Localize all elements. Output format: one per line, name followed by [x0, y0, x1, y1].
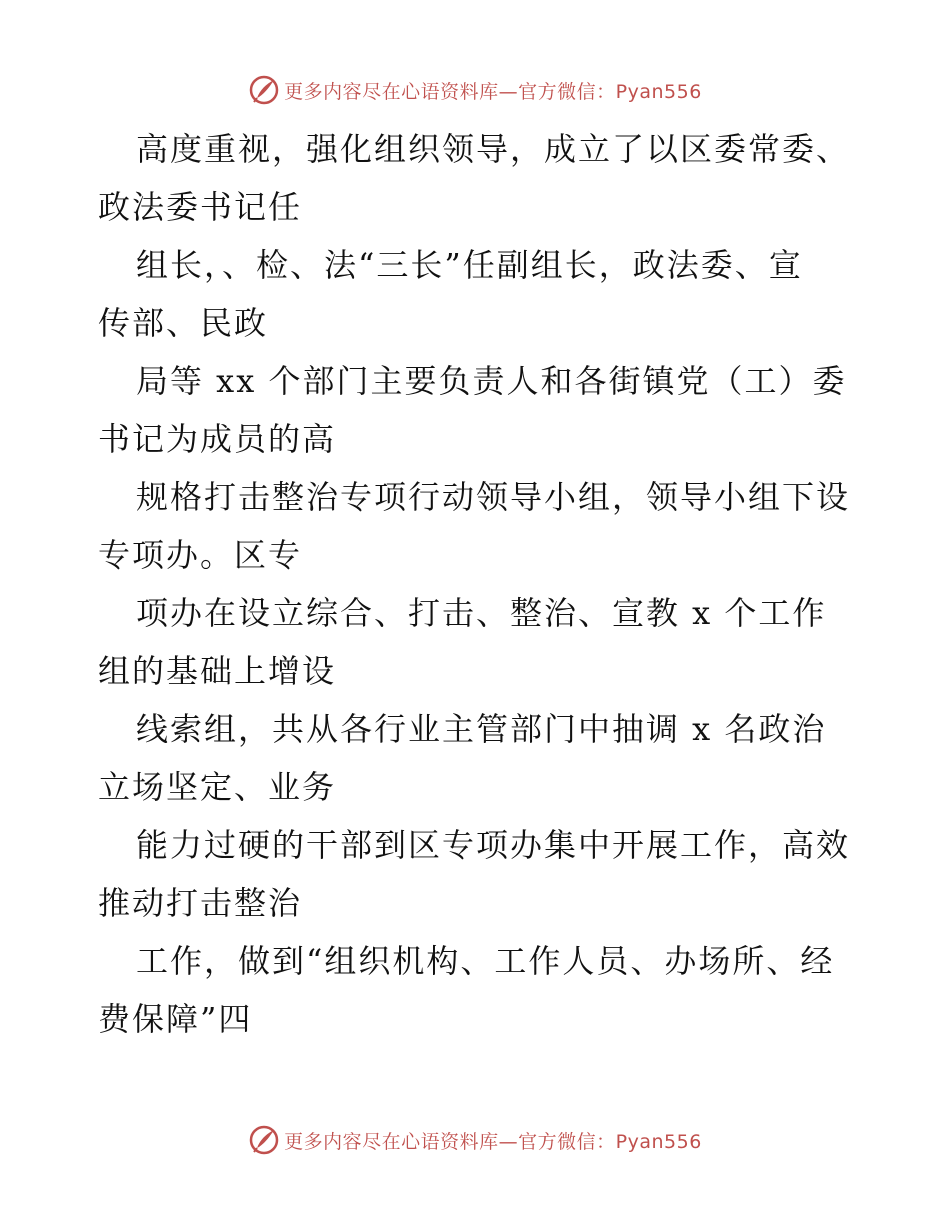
text-line: 能力过硬的干部到区专项办集中开展工作，高效	[136, 826, 851, 864]
text-line: 推动打击整治	[98, 884, 303, 922]
text-line: 传部、民政	[98, 304, 269, 342]
text-line: 组长，、检、法“三长”任副组长，政法委、宣	[136, 246, 803, 284]
document-body	[98, 120, 858, 1048]
text-line: 书记为成员的高	[98, 420, 337, 458]
feather-pen-logo-icon	[248, 1124, 280, 1156]
text-line: 线索组，共从各行业主管部门中抽调 x 名政治	[136, 710, 827, 748]
footer-banner	[0, 1120, 950, 1160]
text-line: 立场坚定、业务	[98, 768, 337, 806]
text-line: 组的基础上增设	[98, 652, 337, 690]
header-banner	[0, 70, 950, 110]
text-line: 费保障”四	[98, 1000, 253, 1038]
text-line: 政法委书记任	[98, 188, 303, 226]
text-line: 项办在设立综合、打击、整治、宣教 x 个工作	[136, 594, 827, 632]
text-line: 局等 xx 个部门主要负责人和各街镇党（工）委	[136, 362, 847, 400]
header-banner-text: 更多内容尽在心语资料库—官方微信：Pyan556	[284, 80, 702, 103]
text-line: 工作，做到“组织机构、工作人员、办场所、经	[136, 942, 835, 980]
feather-pen-logo-icon	[248, 74, 280, 106]
text-line: 规格打击整治专项行动领导小组，领导小组下设	[136, 478, 851, 516]
text-line: 专项办。区专	[98, 536, 303, 574]
text-line: 高度重视，强化组织领导，成立了以区委常委、	[136, 130, 851, 168]
footer-banner-text: 更多内容尽在心语资料库—官方微信：Pyan556	[284, 1130, 702, 1153]
